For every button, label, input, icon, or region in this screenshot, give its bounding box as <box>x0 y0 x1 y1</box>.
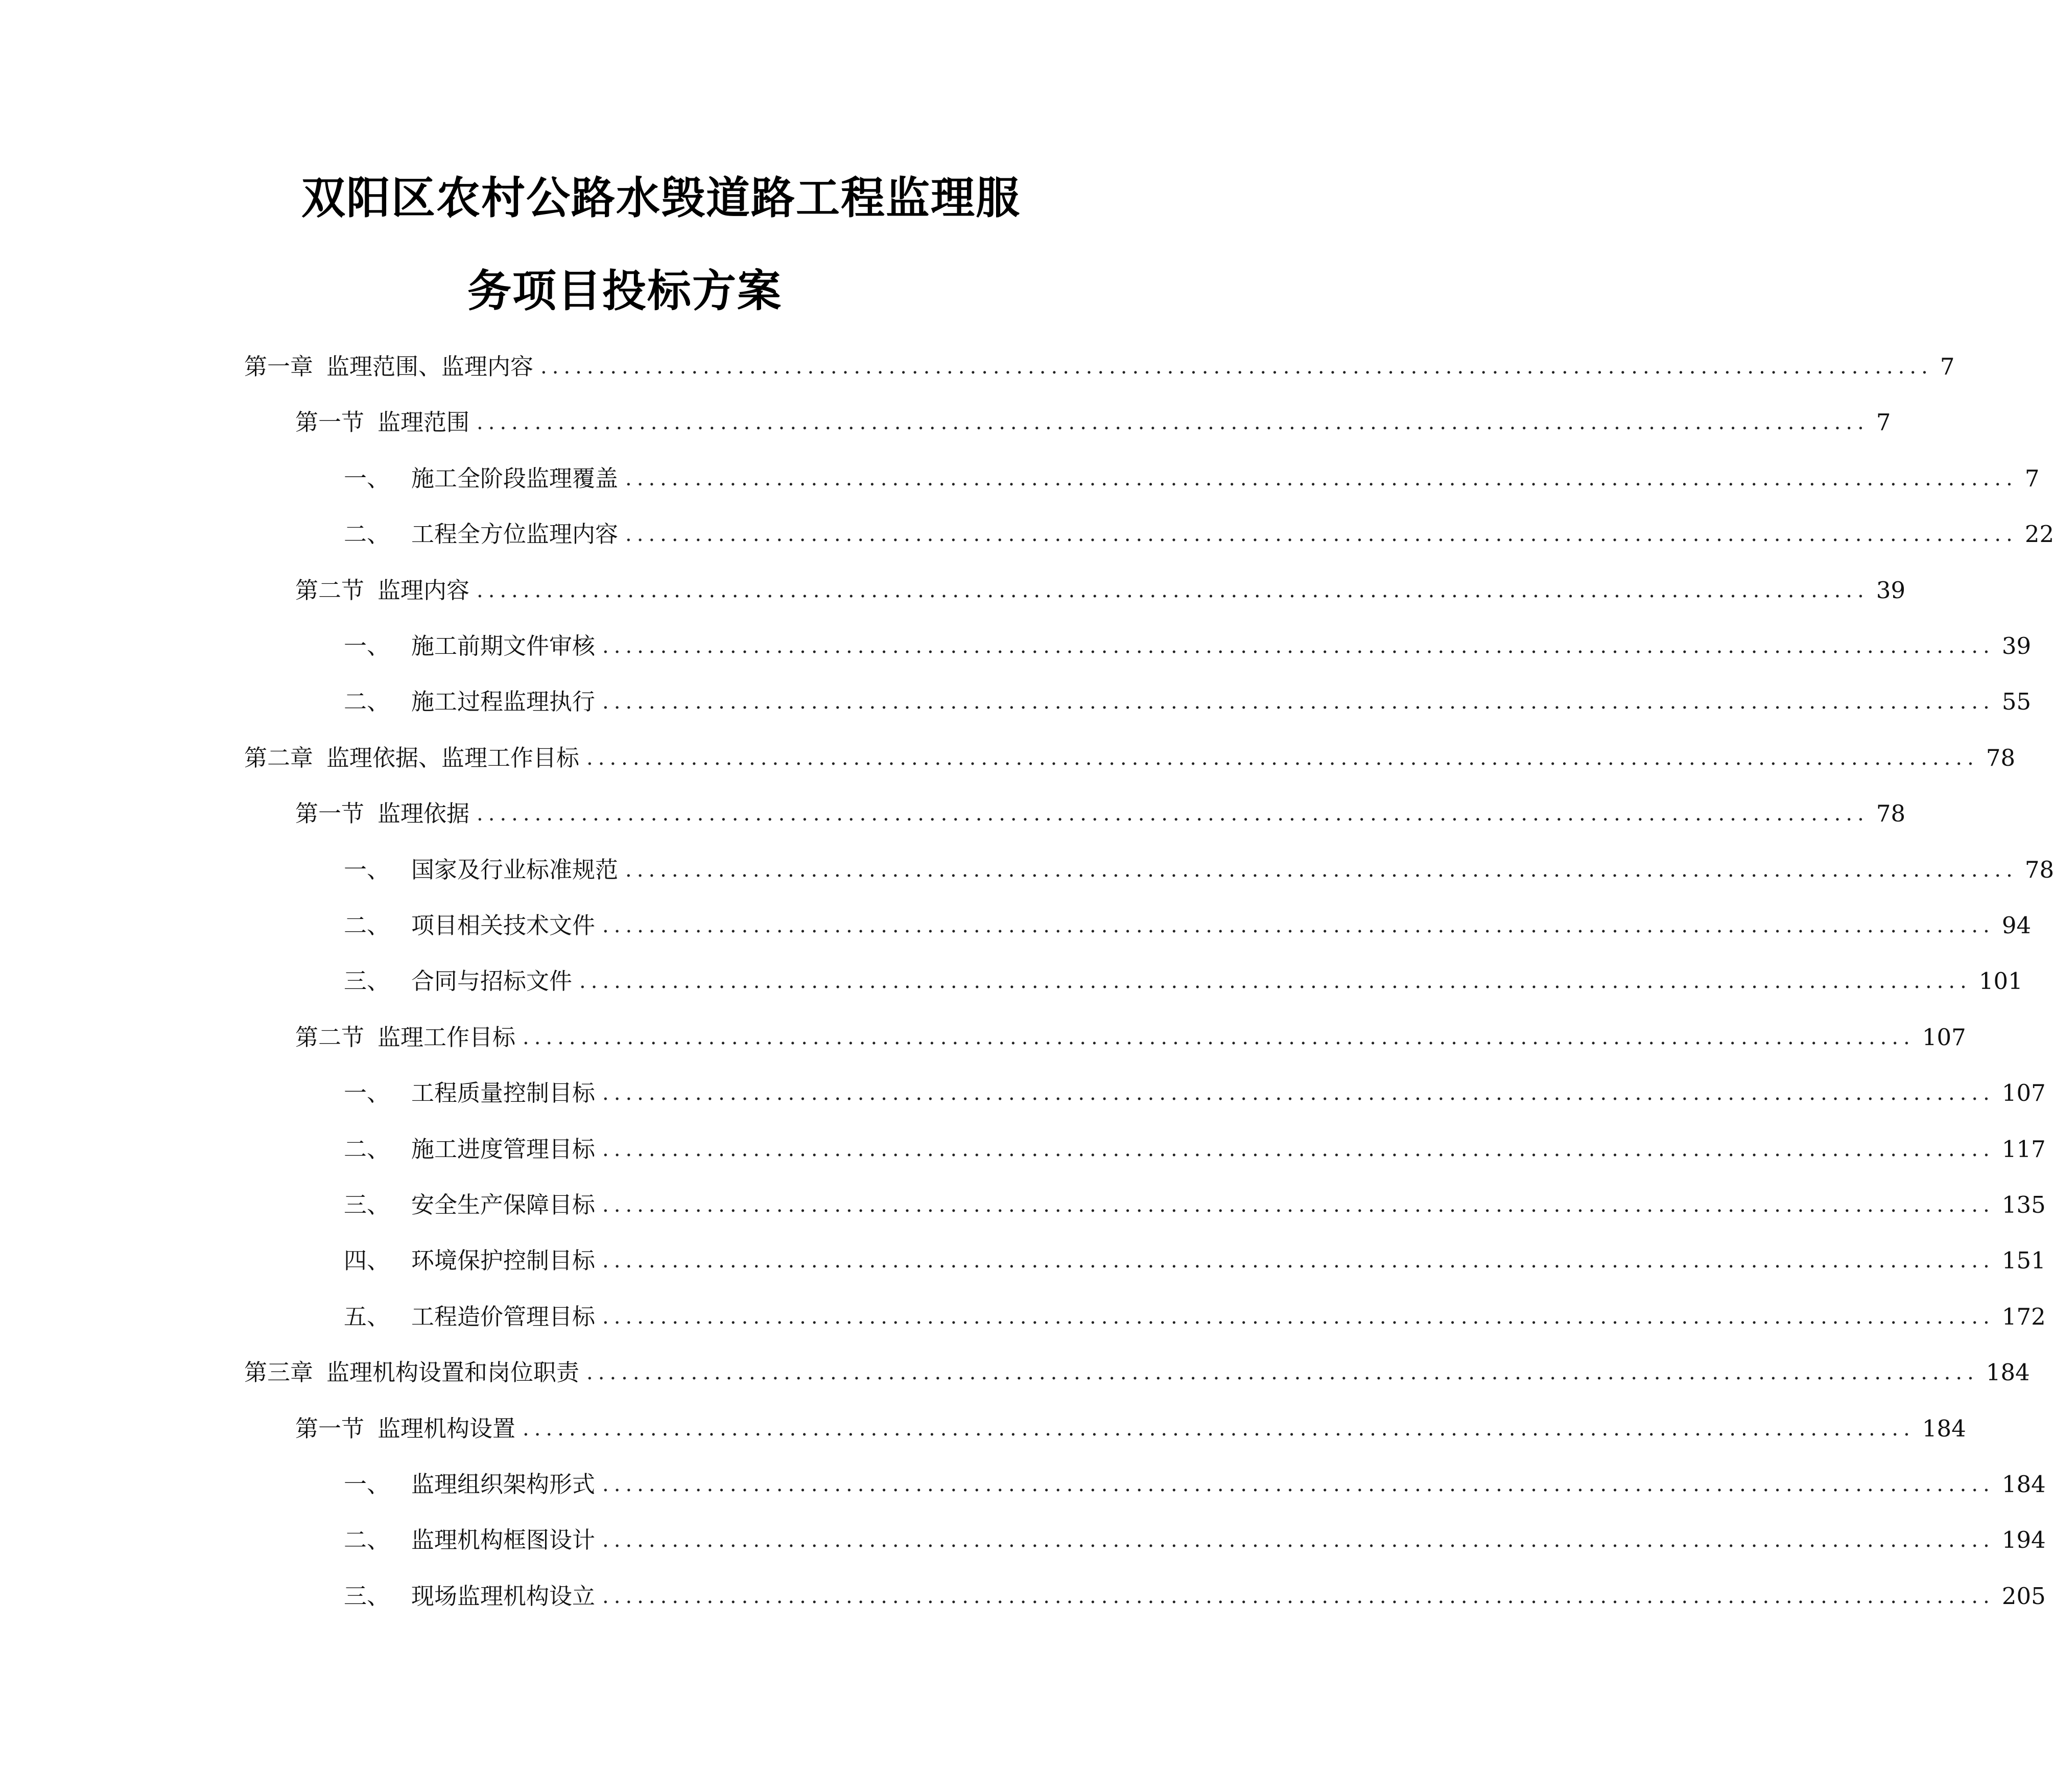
toc-entry-text: 监理组织架构形式 <box>411 1471 596 1498</box>
toc-leader-dots: ........................................................................................................................ <box>477 579 1869 602</box>
toc-entry-text: 施工前期文件审核 <box>411 632 596 659</box>
toc-entry-text: 监理机构框图设计 <box>411 1526 596 1553</box>
toc-entry-page-number: 94 <box>2001 912 2032 939</box>
toc-entry-page-number: 205 <box>2001 1583 2046 1610</box>
toc-entry[interactable] <box>344 1581 2046 1612</box>
toc-entry-text: 国家及行业标准规范 <box>411 856 619 883</box>
toc-leader-dots: ........................................................................................................................ <box>540 355 1933 379</box>
toc-leader-dots: ........................................................................................................................ <box>477 411 1869 434</box>
toc-entry-number: 二、 <box>344 1526 390 1553</box>
toc-entry-text: 现场监理机构设立 <box>411 1583 596 1610</box>
toc-entry-page-number: 55 <box>2001 688 2032 715</box>
toc-entry-number: 三、 <box>344 1191 390 1218</box>
toc-entry-number: 二、 <box>344 521 390 548</box>
toc-entry-number: 二、 <box>344 1136 390 1163</box>
toc-leader-dots: ........................................................................................................................ <box>477 802 1869 826</box>
toc-entry-text: 项目相关技术文件 <box>411 912 596 939</box>
toc-entry-text: 施工进度管理目标 <box>411 1136 596 1163</box>
toc-entry-text: 监理内容 <box>377 577 470 604</box>
toc-entry-text: 监理范围 <box>377 409 470 436</box>
toc-entry-page-number: 78 <box>1876 800 1906 827</box>
toc-entry-number: 一、 <box>344 1079 390 1106</box>
toc-entry[interactable] <box>344 966 2023 997</box>
toc-leader-dots: ........................................................................................................................ <box>602 1138 1995 1161</box>
toc-entry[interactable] <box>344 1525 2046 1555</box>
toc-entry-page-number: 135 <box>2001 1191 2046 1218</box>
toc-entry-number: 第一节 <box>295 1415 365 1442</box>
toc-entry[interactable] <box>295 407 1891 438</box>
toc-entry-text: 监理依据、监理工作目标 <box>326 744 580 771</box>
toc-entry-page-number: 39 <box>2001 632 2032 659</box>
toc-entry-page-number: 7 <box>1876 409 1891 436</box>
toc-entry[interactable] <box>295 575 1906 606</box>
toc-entry-page-number: 39 <box>1876 577 1906 604</box>
toc-entry-number: 一、 <box>344 1471 390 1498</box>
toc-entry[interactable] <box>295 1022 1966 1053</box>
toc-entry-number: 一、 <box>344 632 390 659</box>
toc-entry-number: 二、 <box>344 688 390 715</box>
toc-leader-dots: ........................................................................................................................ <box>602 1305 1995 1329</box>
toc-leader-dots: ........................................................................................................................ <box>586 746 1979 770</box>
toc-entry[interactable] <box>244 1357 2030 1388</box>
toc-entry-number: 四、 <box>344 1247 390 1274</box>
toc-leader-dots: ........................................................................................................................ <box>602 1193 1995 1217</box>
toc-leader-dots: ........................................................................................................................ <box>602 1528 1995 1552</box>
toc-leader-dots: ........................................................................................................................ <box>523 1026 1915 1049</box>
toc-leader-dots: ........................................................................................................................ <box>602 914 1995 937</box>
toc-leader-dots: ........................................................................................................................ <box>523 1417 1915 1441</box>
toc-entry[interactable] <box>344 855 2054 885</box>
toc-leader-dots: ........................................................................................................................ <box>586 1361 1979 1384</box>
toc-leader-dots: ........................................................................................................................ <box>602 690 1995 714</box>
toc-entry-page-number: 107 <box>2001 1079 2046 1106</box>
toc-entry-number: 第二节 <box>295 1024 365 1051</box>
toc-leader-dots: ........................................................................................................................ <box>602 1473 1995 1496</box>
toc-entry-page-number: 22 <box>2024 521 2054 548</box>
toc-entry[interactable] <box>344 910 2032 941</box>
toc-leader-dots: ........................................................................................................................ <box>602 1585 1995 1608</box>
toc-entry-number: 第一节 <box>295 409 365 436</box>
toc-entry-page-number: 7 <box>2024 465 2040 492</box>
toc-entry-page-number: 184 <box>1986 1359 2030 1386</box>
toc-entry-page-number: 184 <box>1922 1415 1966 1442</box>
toc-leader-dots: ........................................................................................................................ <box>602 1249 1995 1272</box>
toc-entry[interactable] <box>344 687 2032 717</box>
toc-entry-number: 一、 <box>344 465 390 492</box>
toc-entry[interactable] <box>344 1078 2046 1109</box>
toc-entry-number: 二、 <box>344 912 390 939</box>
toc-entry-text: 施工全阶段监理覆盖 <box>411 465 619 492</box>
toc-entry[interactable] <box>344 631 2032 662</box>
toc-entry-page-number: 172 <box>2001 1303 2046 1330</box>
toc-entry-number: 第二章 <box>244 744 314 771</box>
toc-entry[interactable] <box>344 1245 2046 1276</box>
toc-entry-text: 监理机构设置 <box>377 1415 516 1442</box>
toc-entry-text: 施工过程监理执行 <box>411 688 596 715</box>
toc-entry-number: 三、 <box>344 1583 390 1610</box>
toc-entry-number: 第二节 <box>295 577 365 604</box>
toc-entry-page-number: 194 <box>2001 1526 2046 1553</box>
toc-entry-page-number: 184 <box>2001 1471 2046 1498</box>
toc-entry-text: 监理机构设置和岗位职责 <box>326 1359 580 1386</box>
toc-entry[interactable] <box>244 351 1955 382</box>
toc-entry[interactable] <box>244 743 2016 773</box>
toc-leader-dots: ........................................................................................................................ <box>625 523 2018 546</box>
toc-entry[interactable] <box>344 1302 2046 1332</box>
toc-entry-page-number: 7 <box>1940 353 1955 380</box>
toc-entry-text: 监理工作目标 <box>377 1024 516 1051</box>
toc-entry-number: 第三章 <box>244 1359 314 1386</box>
toc-entry[interactable] <box>344 1134 2046 1165</box>
toc-leader-dots: ........................................................................................................................ <box>602 634 1995 658</box>
toc-entry-page-number: 117 <box>2001 1136 2046 1163</box>
toc-entry-text: 工程造价管理目标 <box>411 1303 596 1330</box>
toc-entry[interactable] <box>344 463 2040 494</box>
toc-entry-text: 安全生产保障目标 <box>411 1191 596 1218</box>
toc-entry-number: 第一节 <box>295 800 365 827</box>
toc-entry[interactable] <box>344 1469 2046 1500</box>
toc-leader-dots: ........................................................................................................................ <box>579 970 1972 993</box>
toc-entry-page-number: 78 <box>1986 744 2016 771</box>
document-title-line-2: 务项目投标方案 <box>467 266 782 317</box>
toc-leader-dots: ........................................................................................................................ <box>625 467 2018 490</box>
toc-entry-number: 五、 <box>344 1303 390 1330</box>
toc-entry[interactable] <box>295 1413 1966 1444</box>
toc-entry-text: 监理范围、监理内容 <box>326 353 534 380</box>
toc-leader-dots: ........................................................................................................................ <box>602 1081 1995 1105</box>
toc-entry-number: 第一章 <box>244 353 314 380</box>
toc-entry-page-number: 107 <box>1922 1024 1966 1051</box>
toc-entry[interactable] <box>344 519 2054 550</box>
toc-entry-text: 工程质量控制目标 <box>411 1079 596 1106</box>
toc-entry[interactable] <box>295 798 1906 829</box>
toc-entry-page-number: 151 <box>2001 1247 2046 1274</box>
toc-entry-page-number: 101 <box>1978 968 2023 995</box>
toc-entry-page-number: 78 <box>2024 856 2054 883</box>
toc-entry-text: 监理依据 <box>377 800 470 827</box>
toc-entry-number: 一、 <box>344 856 390 883</box>
toc-leader-dots: ........................................................................................................................ <box>625 858 2018 882</box>
toc-entry-text: 合同与招标文件 <box>411 968 573 995</box>
toc-entry[interactable] <box>344 1190 2046 1220</box>
toc-entry-number: 三、 <box>344 968 390 995</box>
toc-entry-text: 环境保护控制目标 <box>411 1247 596 1274</box>
document-title-line-1: 双阳区农村公路水毁道路工程监理服 <box>301 173 1021 224</box>
toc-entry-text: 工程全方位监理内容 <box>411 521 619 548</box>
